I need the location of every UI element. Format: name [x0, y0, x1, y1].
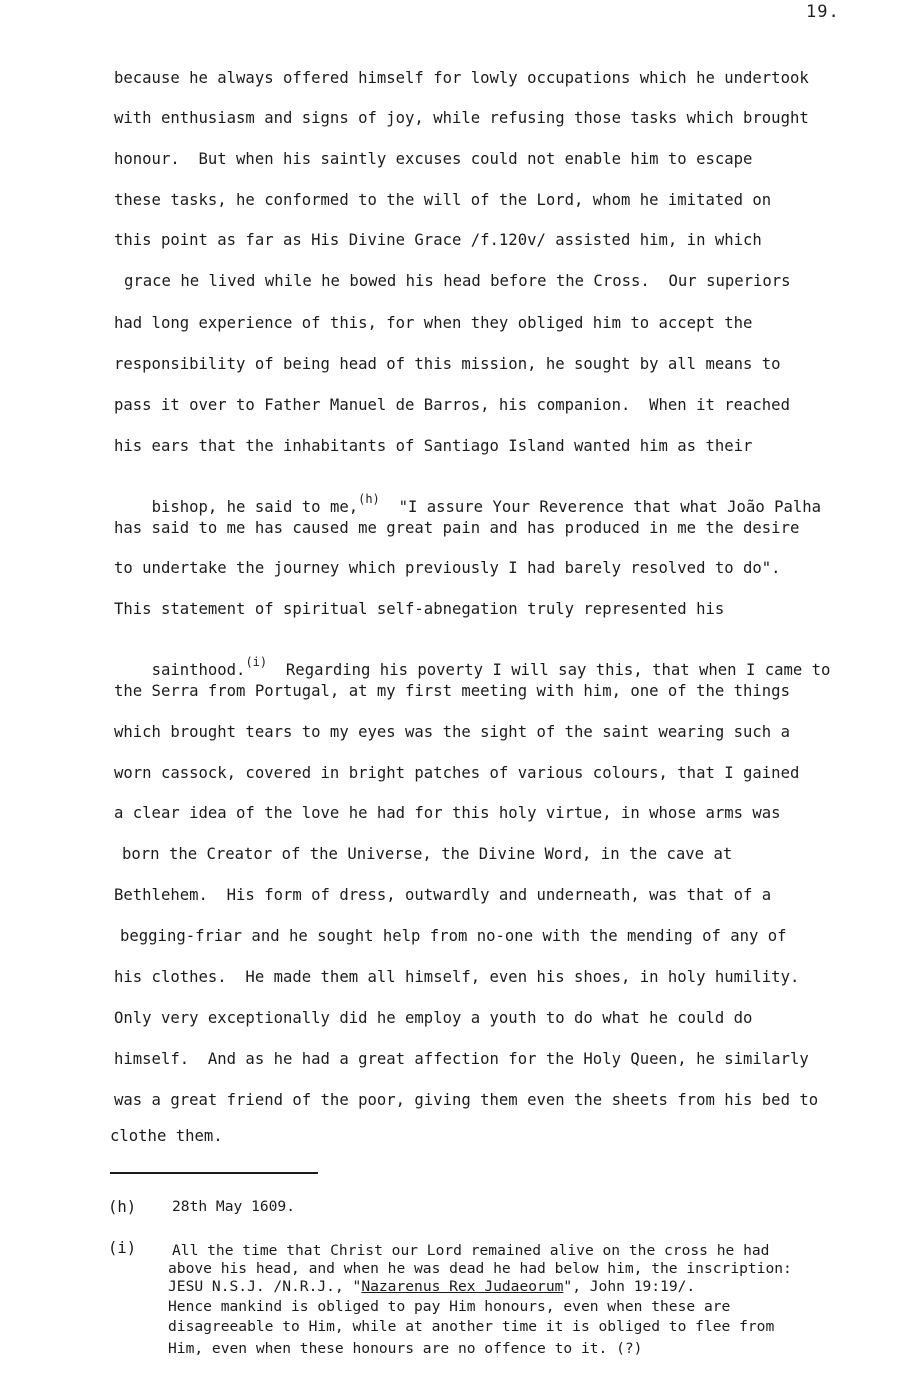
latin-inscription: Nazarenus Rex Judaeorum	[361, 1278, 564, 1295]
body-line: begging-friar and he sought help from no-one with the mending of any of	[120, 927, 787, 945]
body-line: honour. But when his saintly excuses could not enable him to escape	[114, 150, 753, 168]
footnote-text: JESU N.S.J. /	[168, 1278, 283, 1295]
footnote-reference-i: (i)	[245, 655, 268, 669]
body-line: himself. And as he had a great affection for the Holy Queen, he similarly	[114, 1050, 809, 1068]
body-line: a clear idea of the love he had for this holy virtue, in whose arms was	[114, 804, 781, 822]
footnote-reference-h: (h)	[358, 492, 380, 506]
footnote-mark-i: (i)	[108, 1239, 137, 1257]
body-line: with enthusiasm and signs of joy, while refusing those tasks which brought	[114, 109, 809, 127]
footnote-separator	[110, 1172, 318, 1174]
footnote-text-i: Him, even when these honours are no offence to it. (?)	[168, 1340, 643, 1357]
footnote-text: ", John 19:19/.	[563, 1278, 696, 1295]
body-text: bishop, he said to me,	[151, 498, 359, 516]
footnote-text-i: disagreeable to Him, while at another time it is obliged to flee from	[168, 1318, 775, 1335]
body-line: grace he lived while he bowed his head before the Cross. Our superiors	[124, 272, 791, 290]
body-line: clothe them.	[110, 1127, 223, 1145]
body-line: these tasks, he conformed to the will of the Lord, whom he imitated on	[114, 191, 772, 209]
body-line: born the Creator of the Universe, the Divine Word, in the cave at	[122, 845, 733, 863]
body-line: responsibility of being head of this mission, he sought by all means to	[114, 355, 781, 373]
footnote-text-i: Hence mankind is obliged to pay Him honours, even when these are	[168, 1298, 731, 1315]
body-line: this point as far as His Divine Grace /f.120v/ assisted him, in which	[114, 231, 762, 249]
body-line: had long experience of this, for when they obliged him to accept the	[114, 314, 753, 332]
page-number: 19.	[806, 2, 840, 22]
body-line: which brought tears to my eyes was the sight of the saint wearing such a	[114, 723, 790, 741]
body-line: was a great friend of the poor, giving them even the sheets from his bed to	[114, 1091, 819, 1109]
body-line: Bethlehem. His form of dress, outwardly and underneath, was that of a	[114, 886, 772, 904]
footnote-mark-h: (h)	[108, 1198, 137, 1216]
body-line: Only very exceptionally did he employ a youth to do what he could do	[114, 1009, 753, 1027]
body-line: This statement of spiritual self-abnegation truly represented his	[114, 600, 725, 618]
footnote-text-i: All the time that Christ our Lord remained alive on the cross he had	[172, 1242, 770, 1259]
body-text: Regarding his poverty I will say this, that when I came to	[285, 661, 831, 679]
body-text: "I assure Your Reverence that what João Palha	[398, 498, 822, 516]
body-line: his ears that the inhabitants of Santiago Island wanted him as their	[114, 437, 753, 455]
body-line: the Serra from Portugal, at my first meeting with him, one of the things	[114, 682, 790, 700]
body-text: sainthood.	[151, 661, 246, 679]
body-line: his clothes. He made them all himself, even his shoes, in holy humility.	[114, 968, 800, 986]
body-line: worn cassock, covered in bright patches of various colours, that I gained	[114, 764, 800, 782]
body-line: pass it over to Father Manuel de Barros, his companion. When it reached	[114, 396, 790, 414]
footnote-text-i: above his head, and when he was dead he had below him, the inscription:	[168, 1260, 792, 1277]
body-line: because he always offered himself for lowly occupations which he undertook	[114, 69, 809, 87]
footnote-text-i	[168, 1278, 695, 1296]
footnote-text: N.R.J., "	[282, 1278, 362, 1295]
body-line: to undertake the journey which previously I had barely resolved to do".	[114, 559, 781, 577]
body-line: has said to me has caused me great pain and has produced in me the desire	[114, 519, 800, 537]
footnote-text-h: 28th May 1609.	[172, 1198, 296, 1215]
